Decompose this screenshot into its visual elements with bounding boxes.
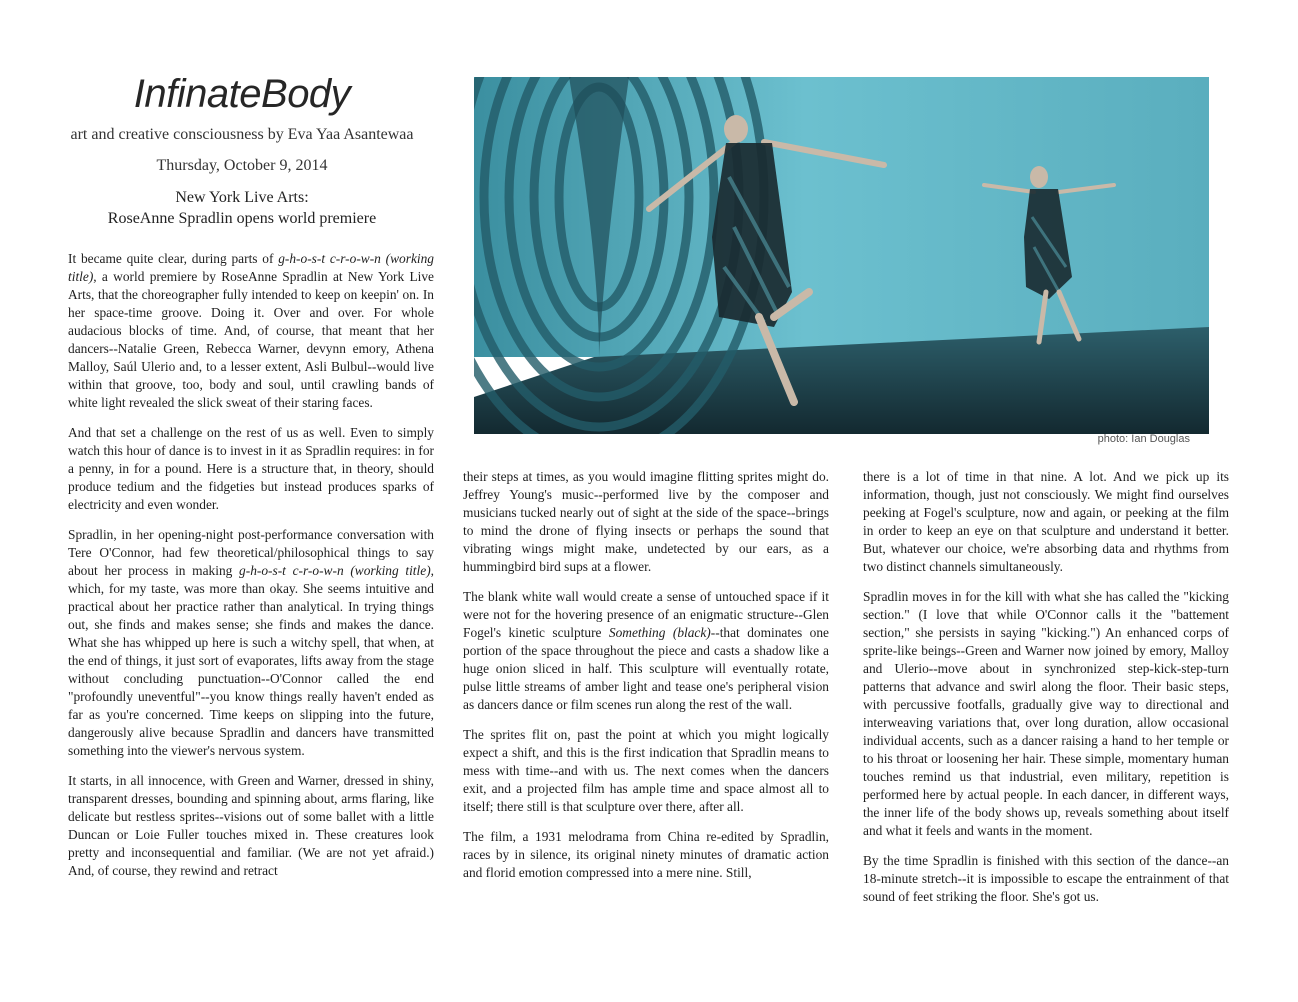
- paragraph: Spradlin, in her opening-night post-performance conversation with Tere O'Connor, had few theoretical/philosophical things to say about her process in making g-h-o-s-t c-r-o-w-n (working title), which, for my taste, was more than okay. She seems intuitive and practical about her practice rather than analytical. In trying things out, she finds and makes sense; she finds and makes the dance. What she has whipped up here is such a witchy spell, that when, at the end of things, it just sort of evaporates, lifts away from the stage without concluding punctuation--O'Connor called the end "profoundly uneventful"--you know things really haven't ended as far as you're concerned. Time keeps on slipping into the future, dangerously alive because Spradlin and dancers have transmitted something into the viewer's nervous system.: [68, 527, 435, 758]
- paragraph: Spradlin moves in for the kill with what she has called the "kicking section." (I love that while O'Connor calls it the "battement section," she persists in saying "kicking.") An enhanced corps of sprite-like beings--Green and Warner now joined by emory, Malloy and Ulerio--move about in synchronized step-kick-step-turn patterns that advance and swirl along the floor. Their basic steps, with percussive footfalls, gradually give way to directional and interweaving variations that, over long duration, allow occasional individual accents, such as a dancer raising a hand to her temple or to his throat or loosening her hair. These simple, momentary human touches remind us that industrial, even military, repetition is performed here by actual people. In each dancer, in different ways, the inner life of the body shows up, reveals something about itself and what it feels and wants in the moment.: [863, 589, 1229, 838]
- work-title: g-h-o-s-t c-r-o-w-n (working title): [68, 251, 434, 284]
- article-column-2: [463, 468, 829, 894]
- paragraph: By the time Spradlin is finished with this section of the dance--an 18-minute stretch--it is impossible to escape the entrainment of that sound of feet striking the floor. She's got us.: [863, 853, 1229, 904]
- work-title: Something (black): [608, 625, 711, 640]
- paragraph: The sprites flit on, past the point at which you might logically expect a shift, and this is the first indication that Spradlin means to mess with time--and with us. The next comes when the dancers exit, and a projected film has ample time and space almost all to itself; there still is that sculpture over there, after all.: [463, 727, 829, 814]
- post-title-line2: RoseAnne Spradlin opens world premiere: [107, 210, 377, 227]
- article-column-1: [68, 250, 434, 892]
- paragraph: there is a lot of time in that nine. A lot. And we pick up its information, though, just not consciously. We might find ourselves peeking at Fogel's sculpture, now and again, or peeking at the film in order to keep an eye on that sculpture and understand it better. But, whatever our choice, we're absorbing data and rhythms from two distinct channels simultaneously.: [863, 469, 1229, 574]
- article-column-3: [863, 468, 1229, 918]
- paragraph: And that set a challenge on the rest of us as well. Even to simply watch this hour of dance is to invest in it as Spradlin requires: in for a penny, in for a pound. Here is a structure that, in theory, should produce tedium and the fidgeties but instead produces sparks of electricity and even wonder.: [68, 425, 434, 512]
- paragraph: It became quite clear, during parts of g-h-o-s-t c-r-o-w-n (working title), a world premiere by RoseAnne Spradlin at New York Live Arts, that the choreographer fully intended to keep on keepin' on. In her space-time groove. Doing it. Over and over. For whole audacious blocks of time. And, of course, that meant that her dancers--Natalie Green, Rebecca Warner, devynn emory, Athena Malloy, Saúl Ulerio and, to a lesser extent, Asli Bulbul--would live within that groove, too, body and soul, until crawling bands of white light revealed the slick sweat of their staring faces.: [68, 251, 434, 410]
- post-title: [50, 187, 434, 229]
- paragraph: It starts, in all innocence, with Green and Warner, dressed in shiny, transparent dresses, bounding and spinning about, arms flaring, like delicate but restless sprites--visions out of some ballet with a little Duncan or Loie Fuller touches mixed in. These creatures look pretty and inconsequential and familiar. (We are not yet afraid.) And, of course, they rewind and retract: [68, 773, 434, 878]
- work-title: g-h-o-s-t c-r-o-w-n (working title): [239, 563, 431, 578]
- paragraph: The film, a 1931 melodrama from China re-edited by Spradlin, races by in silence, its original ninety minutes of dramatic action and florid emotion compressed into a mere nine. Still,: [463, 829, 829, 880]
- photo-credit: photo: Ian Douglas: [1097, 433, 1190, 445]
- post-date: Thursday, October 9, 2014: [156, 157, 328, 174]
- post-title-line1: New York Live Arts:: [175, 189, 309, 206]
- blog-title[interactable]: InfinateBody: [133, 72, 351, 116]
- paragraph: their steps at times, as you would imagine flitting sprites might do. Jeffrey Young's music--performed live by the composer and musicians tucked nearly out of sight at the side of the space--brings to mind the drone of flying insects or perhaps the sound that vibrating wings might make, undetected by our ears, as a hummingbird bird sups at a flower.: [463, 469, 829, 574]
- dance-photo: [474, 77, 1209, 434]
- blog-subtitle: art and creative consciousness by Eva Yaa Asantewaa: [70, 126, 414, 143]
- paragraph: The blank white wall would create a sense of untouched space if it were not for the hovering presence of an enigmatic structure--Glen Fogel's kinetic sculpture Something (black)--that dominates one portion of the space throughout the piece and casts a shadow like a huge onion sliced in half. This sculpture will eventually rotate, pulse little streams of amber light and tease one's peripheral vision as dancers dance or film scenes run along the rest of the wall.: [463, 589, 829, 712]
